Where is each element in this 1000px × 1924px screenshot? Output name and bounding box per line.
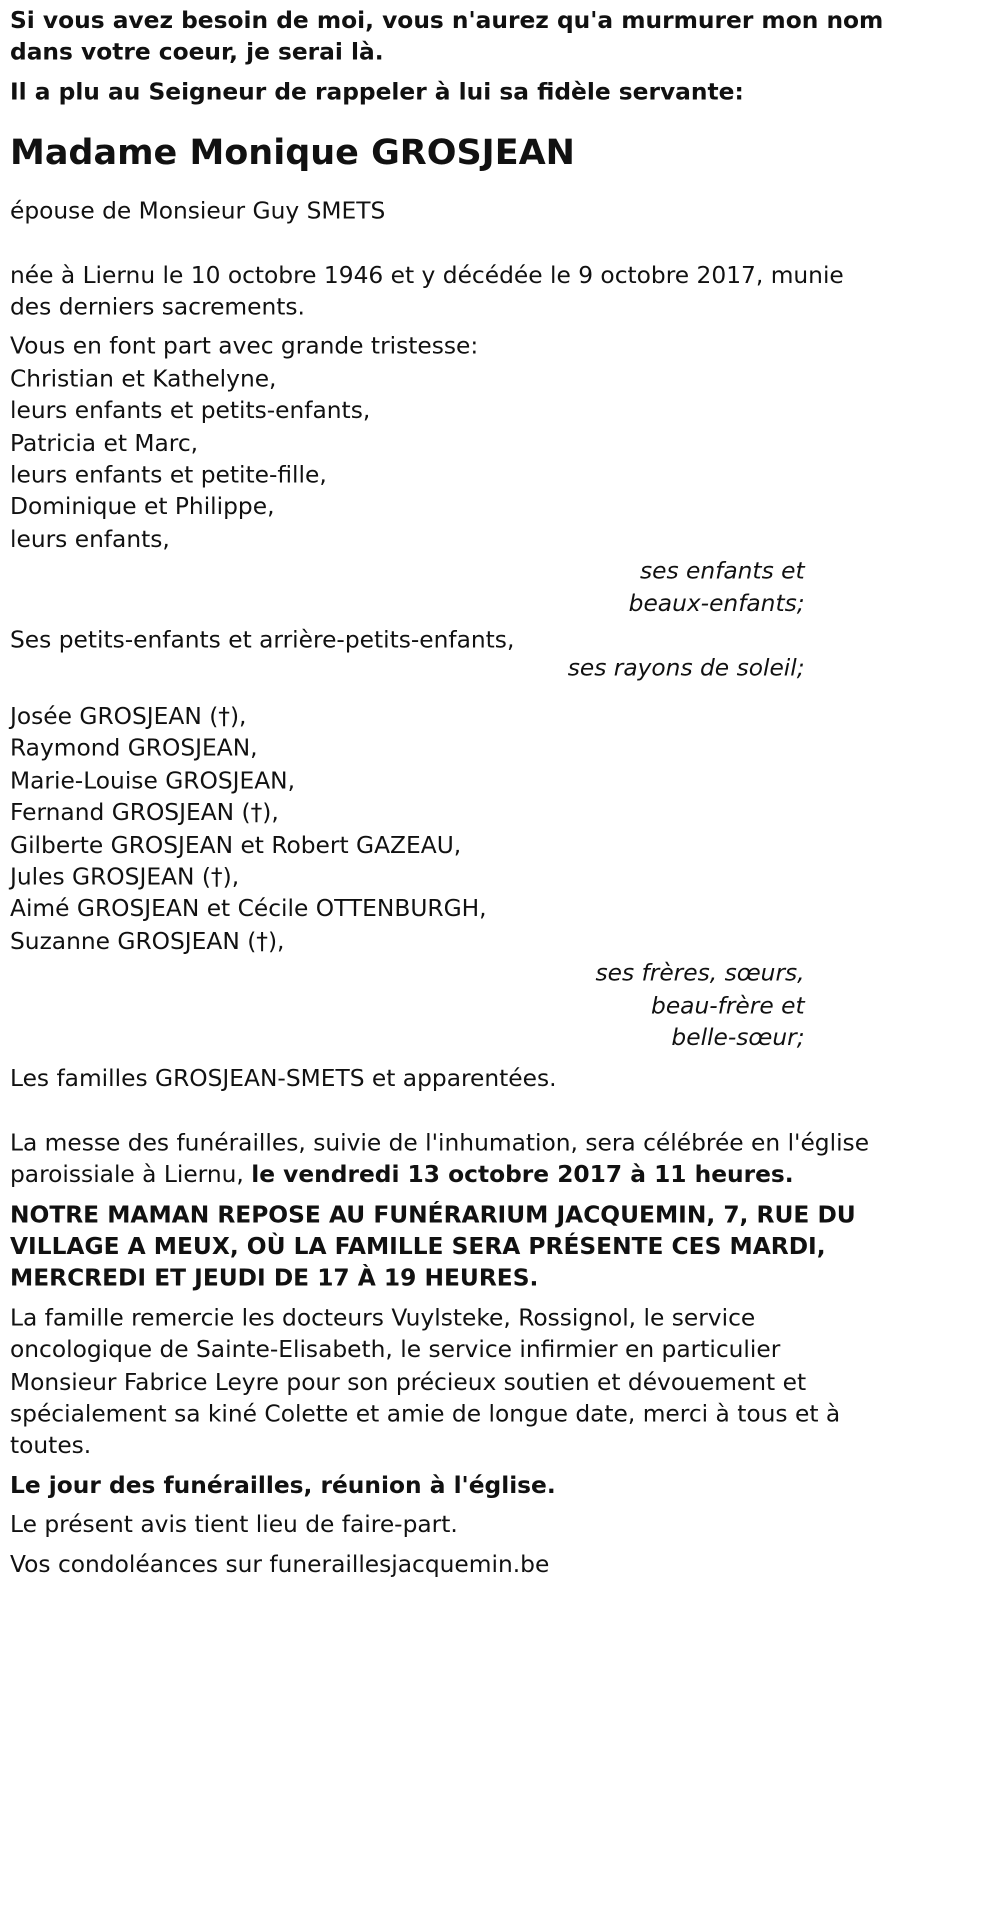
list-item: Gilberte GROSJEAN et Robert GAZEAU, <box>10 830 462 859</box>
list-item: Josée GROSJEAN (†), <box>10 702 247 731</box>
opening-quote <box>10 5 1000 69</box>
funerarium-notice <box>10 1199 1000 1295</box>
children-label-line-1: ses enfants et <box>639 556 805 585</box>
spouse-text: épouse de Monsieur Guy SMETS <box>10 197 386 226</box>
list-item: Marie-Louise GROSJEAN, <box>10 766 296 795</box>
intro-text: Il a plu au Seigneur de rappeler à lui sa fidèle servante: <box>10 77 744 106</box>
list-item: Dominique et Philippe, <box>10 492 275 521</box>
funerarium-line-3: MERCREDI ET JEUDI DE 17 À 19 HEURES. <box>10 1264 539 1293</box>
list-item: leurs enfants, <box>10 524 170 553</box>
siblings-label-line-1: ses frères, sœurs, <box>595 958 805 987</box>
mass-date: le vendredi 13 octobre 2017 à 11 heures. <box>251 1160 794 1189</box>
list-item: Suzanne GROSJEAN (†), <box>10 926 285 955</box>
thanks-line-2: oncologique de Sainte-Elisabeth, le service infirmier en particulier <box>10 1335 781 1364</box>
thanks-line-5: toutes. <box>10 1431 92 1460</box>
funerarium-line-1: NOTRE MAMAN REPOSE AU FUNÉRARIUM JACQUEMIN, 7, RUE DU <box>10 1199 856 1228</box>
funerarium-line-2: VILLAGE A MEUX, OÙ LA FAMILLE SERA PRÉSENTE CES MARDI, <box>10 1232 826 1260</box>
children-list <box>10 363 1000 556</box>
obituary-document <box>10 0 1000 1581</box>
list-item: Raymond GROSJEAN, <box>10 734 258 763</box>
grandchildren-label: ses rayons de soleil; <box>567 653 805 682</box>
birth-line-1: née à Liernu le 10 octobre 1946 et y décédée le 9 octobre 2017, munie <box>10 260 844 289</box>
list-item: Fernand GROSJEAN (†), <box>10 798 279 827</box>
thanks-line-3: Monsieur Fabrice Leyre pour son précieux soutien et dévouement et <box>10 1367 807 1396</box>
list-item: leurs enfants et petits-enfants, <box>10 396 371 425</box>
deceased-name: Madame Monique GROSJEAN <box>10 131 575 173</box>
grandchildren-text: Ses petits-enfants et arrière-petits-enfants, <box>10 625 515 654</box>
thanks-line-1: La famille remercie les docteurs Vuylsteke, Rossignol, le service <box>10 1303 756 1332</box>
list-item: leurs enfants et petite-fille, <box>10 460 327 489</box>
list-item: Christian et Kathelyne, <box>10 364 277 393</box>
siblings-list <box>10 701 1000 958</box>
mass-text <box>10 1127 1000 1191</box>
list-item: Aimé GROSJEAN et Cécile OTTENBURGH, <box>10 894 487 923</box>
families-text: Les familles GROSJEAN-SMETS et apparentées. <box>10 1064 557 1093</box>
thanks-line-4: spécialement sa kiné Colette et amie de longue date, merci à tous et à <box>10 1399 841 1428</box>
siblings-label-line-2: beau-frère et <box>651 990 805 1019</box>
condolences-text: Vos condoléances sur funeraillesjacquemin.be <box>10 1549 550 1578</box>
birth-death-text <box>10 260 1000 324</box>
mass-line-1: La messe des funérailles, suivie de l'inhumation, sera célébrée en l'église <box>10 1128 870 1157</box>
mass-location: paroissiale à Liernu, <box>10 1160 252 1189</box>
meeting-text: Le jour des funérailles, réunion à l'église. <box>10 1471 556 1500</box>
thanks-text <box>10 1302 1000 1462</box>
children-label-line-2: beaux-enfants; <box>628 588 805 617</box>
siblings-label-line-3: belle-sœur; <box>671 1022 805 1051</box>
list-item: Jules GROSJEAN (†), <box>10 862 240 891</box>
quote-line-2: dans votre coeur, je serai là. <box>10 38 384 67</box>
notice-text: Le présent avis tient lieu de faire-part. <box>10 1510 458 1539</box>
children-label <box>10 556 805 620</box>
siblings-label <box>10 958 805 1054</box>
birth-line-2: des derniers sacrements. <box>10 292 305 321</box>
list-item: Patricia et Marc, <box>10 428 199 457</box>
mass-line-2 <box>10 1159 1000 1191</box>
quote-line-1: Si vous avez besoin de moi, vous n'aurez qu'a murmurer mon nom <box>10 6 884 35</box>
announce-intro: Vous en font part avec grande tristesse: <box>10 332 479 361</box>
